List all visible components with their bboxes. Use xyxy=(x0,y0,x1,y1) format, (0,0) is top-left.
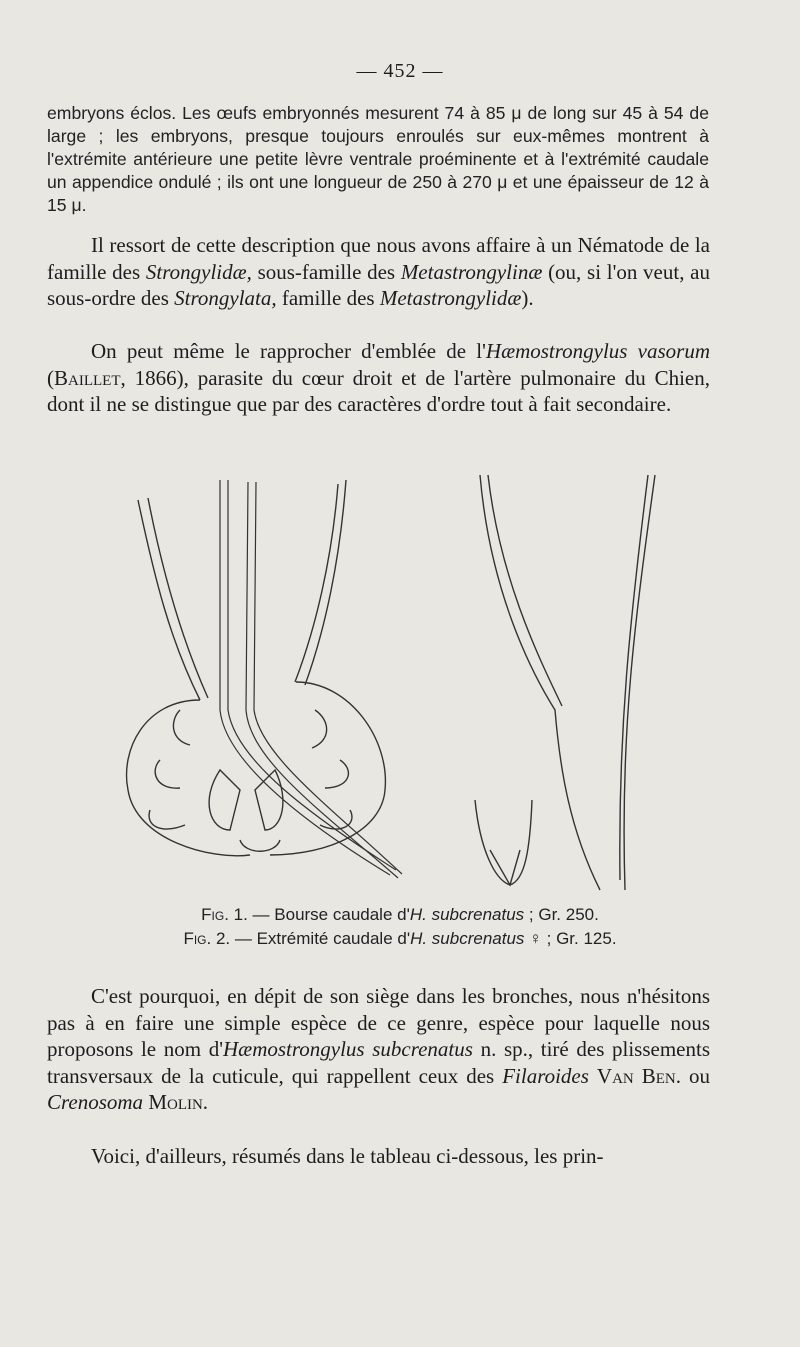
figure-1-caudal-bursa xyxy=(127,480,402,878)
paragraph-table-intro: Voici, d'ailleurs, résumés dans le tableau ci-dessous, les prin- xyxy=(91,1144,604,1168)
figures xyxy=(100,470,680,900)
caption-figure-2: Fig. 2. — Extrémité caudale d'H. subcrenatus ♀ ; Gr. 125. xyxy=(183,929,617,948)
figure-2-caudal-extremity xyxy=(475,475,655,890)
paragraph-classification: Il ressort de cette description que nous avons affaire à un Nématode de la famille des Strongylidæ, sous-famille des Metastrongylinæ (ou, si l'on veut, au sous-ordre des Strongylata, famille des Metastrongylidæ). xyxy=(47,233,710,310)
page-number: — 452 — xyxy=(356,60,444,82)
paragraph-comparison: On peut même le rapprocher d'emblée de l'Hæmostrongylus vasorum (Baillet, 1866), parasite du cœur droit et de l'artère pulmonaire du Chien, dont il ne se distingue que par des caractères d'ordre tout à fait secondaire. xyxy=(47,339,710,416)
paragraph-embryos: embryons éclos. Les œufs embryonnés mesurent 74 à 85 μ de long sur 45 à 54 de large ; les embryons, presque toujours enroulés sur eux-mêmes montrent à l'extrémite antérieure une petite lèvre ventrale proéminente et à l'extrémité caudale un appendice ondulé ; ils ont une longueur de 250 à 270 μ et une épaisseur de 12 à 15 μ. xyxy=(47,103,709,215)
caption-figure-1: Fig. 1. — Bourse caudale d'H. subcrenatus ; Gr. 250. xyxy=(201,905,599,924)
paragraph-new-species: C'est pourquoi, en dépit de son siège dans les bronches, nous n'hésitons pas à en faire une simple espèce de ce genre, espèce pour laquelle nous proposons le nom d'Hæmostrongylus subcrenatus n. sp., tiré des plissements transversaux de la cuticule, qui rappellent ceux des Filaroides Van Ben. ou Crenosoma Molin. xyxy=(47,984,710,1114)
